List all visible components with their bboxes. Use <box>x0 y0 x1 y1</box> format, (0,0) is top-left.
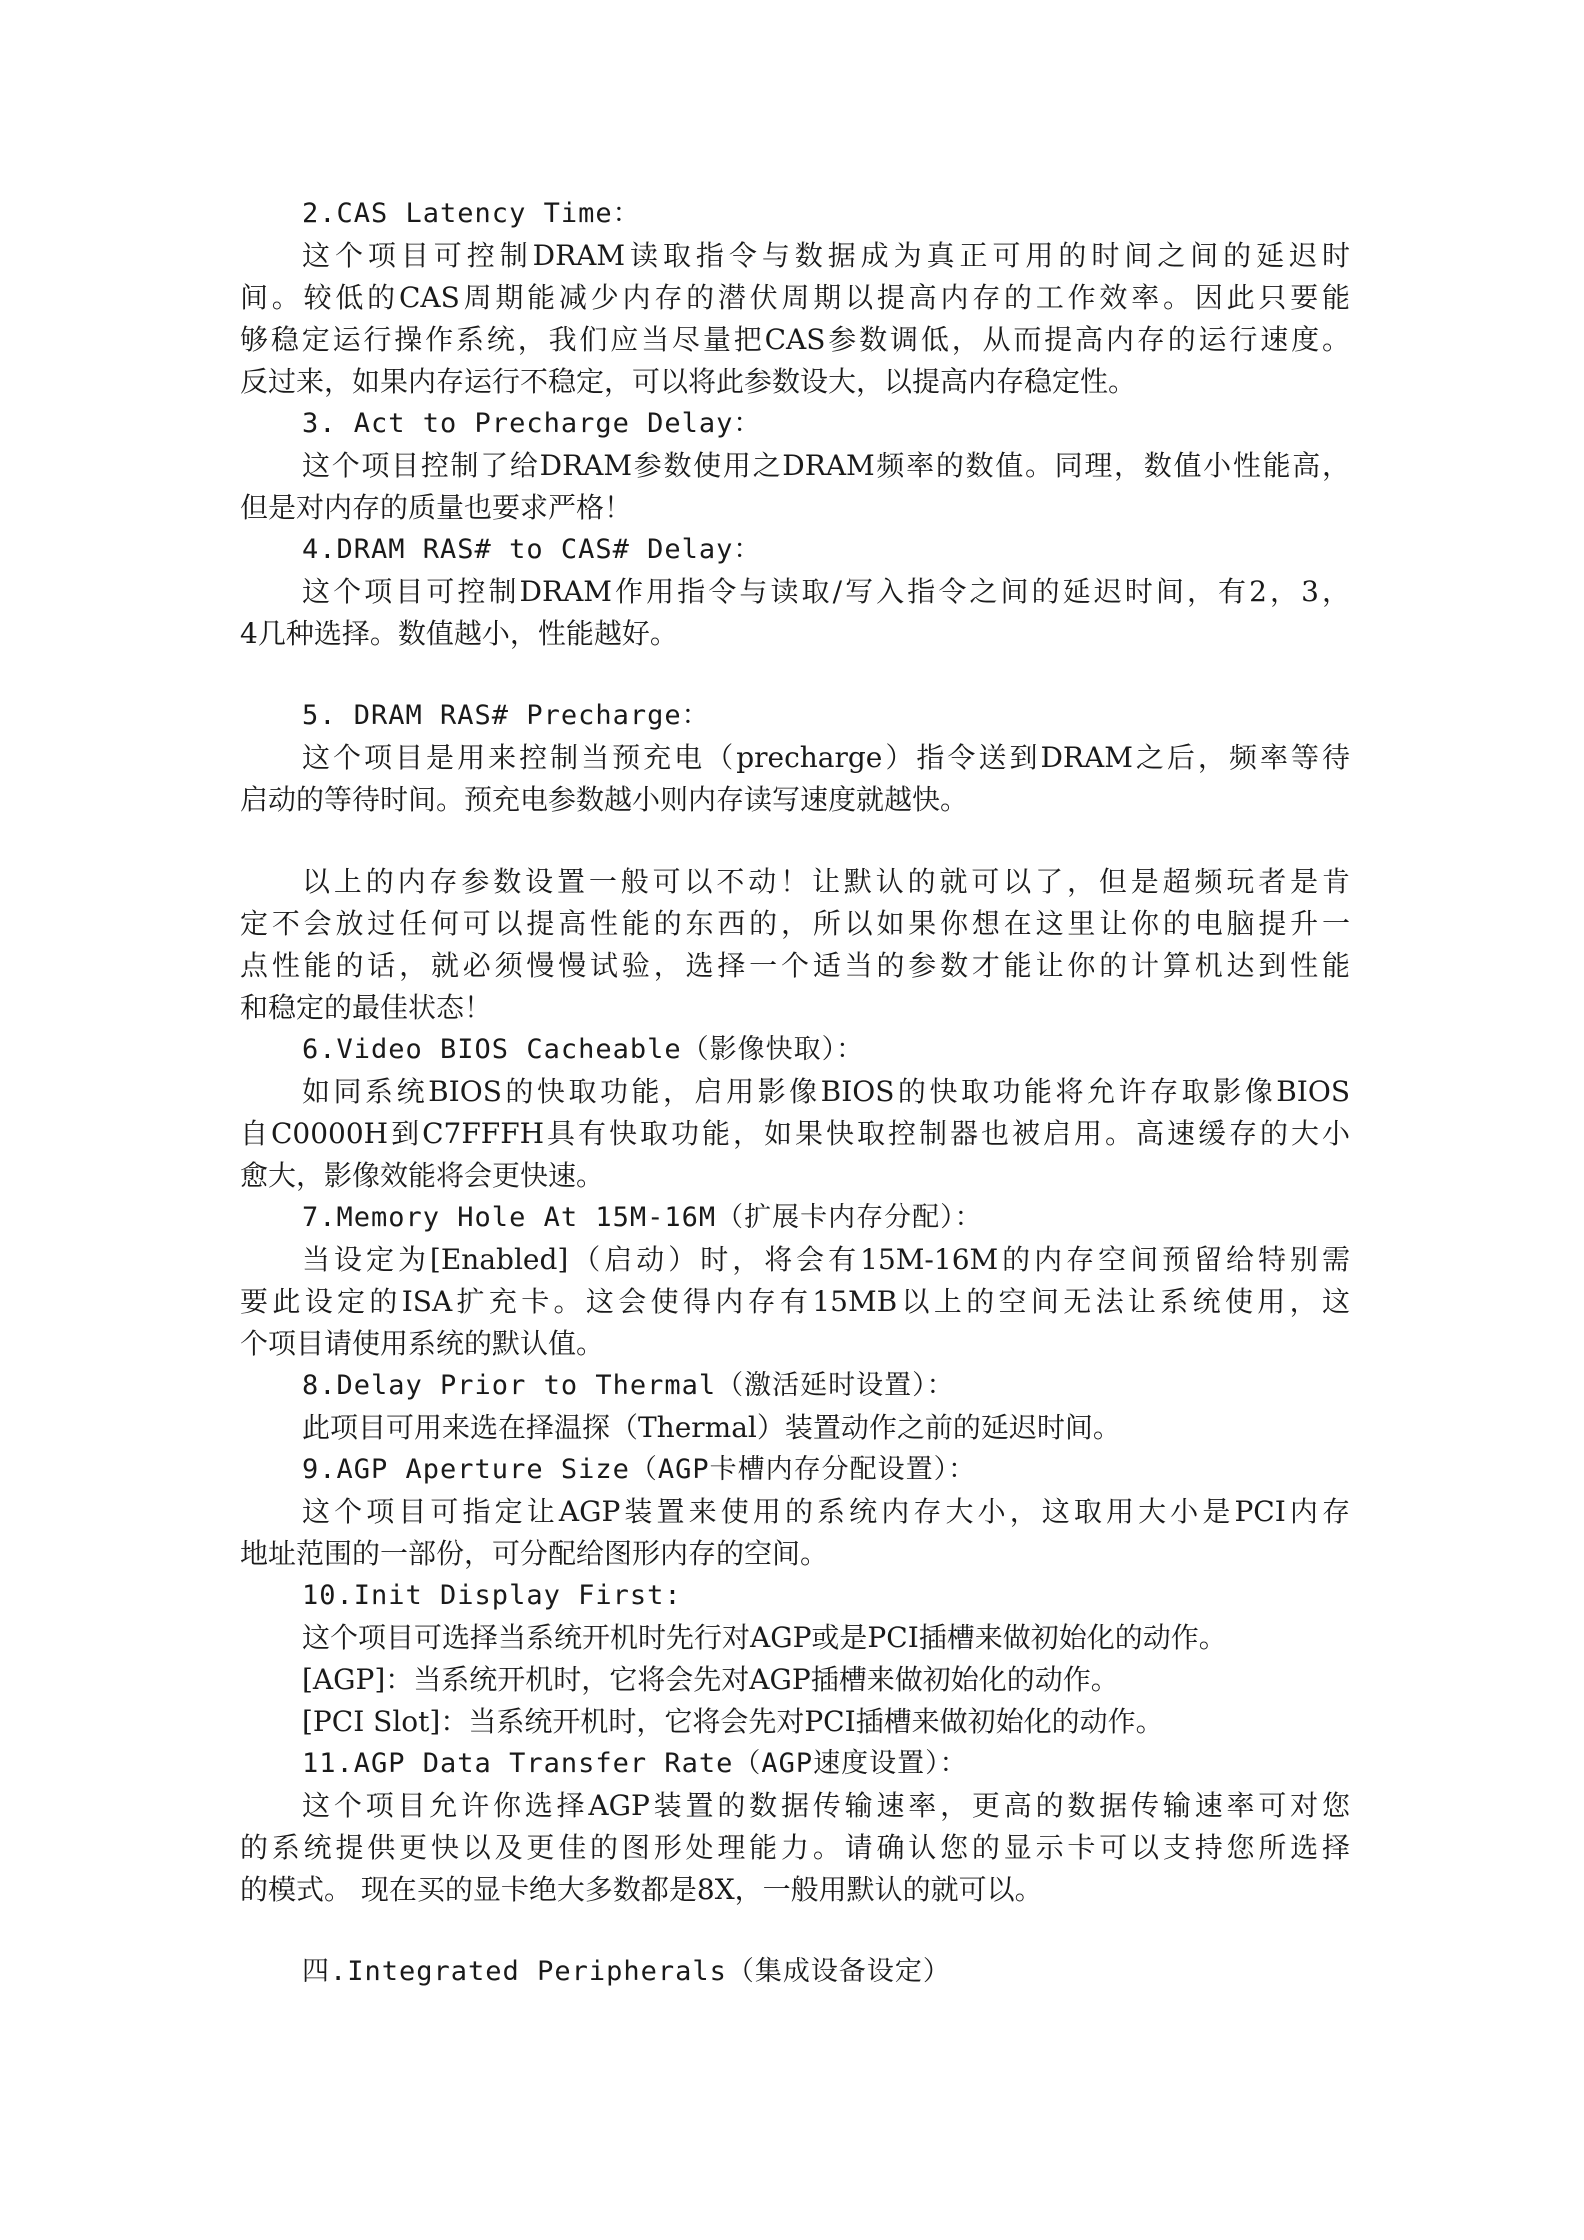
paragraph-line: 间。较低的CAS周期能减少内存的潜伏周期以提高内存的工作效率。因此只要能 <box>240 281 1350 314</box>
paragraph-line: 够稳定运行操作系统，我们应当尽量把CAS参数调低，从而提高内存的运行速度。 <box>240 323 1350 356</box>
option-pci-slot-line: [PCI Slot]：当系统开机时，它将会先对PCI插槽来做初始化的动作。 <box>302 1705 1164 1738</box>
paragraph-line: 自C0000H到C7FFFH具有快取功能，如果快取控制器也被启用。高速缓存的大小 <box>240 1117 1350 1150</box>
heading-act-to-precharge: 3. Act to Precharge Delay： <box>302 408 762 439</box>
heading-memory-hole: 7.Memory Hole At 15M-16M（扩展卡内存分配）： <box>302 1202 983 1233</box>
paragraph-line: 和稳定的最佳状态！ <box>240 991 493 1024</box>
heading-agp-data-transfer-rate: 11.AGP Data Transfer Rate（AGP速度设置）： <box>302 1748 968 1779</box>
paragraph-line: 这个项目控制了给DRAM参数使用之DRAM频率的数值。同理，数值小性能高， <box>302 449 1350 482</box>
paragraph-line: 的系统提供更快以及更佳的图形处理能力。请确认您的显示卡可以支持您所选择 <box>240 1831 1350 1864</box>
heading-init-display-first: 10.Init Display First: <box>302 1580 682 1611</box>
paragraph-line: 要此设定的ISA扩充卡。这会使得内存有15MB以上的空间无法让系统使用，这 <box>240 1285 1350 1318</box>
paragraph-line: 此项目可用来选在择温探（Thermal）装置动作之前的延迟时间。 <box>302 1411 1121 1444</box>
paragraph-line: 这个项目可指定让AGP装置来使用的系统内存大小，这取用大小是PCI内存 <box>302 1495 1350 1528</box>
paragraph-line: 以上的内存参数设置一般可以不动！让默认的就可以了，但是超频玩者是肯 <box>302 865 1350 898</box>
paragraph-line: 这个项目允许你选择AGP装置的数据传输速率，更高的数据传输速率可对您 <box>302 1789 1350 1822</box>
paragraph-line: 4几种选择。数值越小，性能越好。 <box>240 617 678 650</box>
paragraph-line: 这个项目可控制DRAM读取指令与数据成为真正可用的时间之间的延迟时 <box>302 239 1350 272</box>
option-agp-line: [AGP]：当系统开机时，它将会先对AGP插槽来做初始化的动作。 <box>302 1663 1119 1696</box>
heading-video-bios-cacheable: 6.Video BIOS Cacheable（影像快取）： <box>302 1034 865 1065</box>
heading-agp-aperture-size: 9.AGP Aperture Size（AGP卡槽内存分配设置）： <box>302 1454 977 1485</box>
paragraph-line: 愈大，影像效能将会更快速。 <box>240 1159 605 1192</box>
paragraph-line: 这个项目可选择当系统开机时先行对AGP或是PCI插槽来做初始化的动作。 <box>302 1621 1227 1654</box>
paragraph-line: 这个项目是用来控制当预充电（precharge）指令送到DRAM之后，频率等待 <box>302 741 1350 774</box>
paragraph-line: 启动的等待时间。预充电参数越小则内存读写速度就越快。 <box>240 783 969 816</box>
paragraph-line: 但是对内存的质量也要求严格！ <box>240 491 633 524</box>
paragraph-line: 个项目请使用系统的默认值。 <box>240 1327 605 1360</box>
paragraph-line: 地址范围的一部份，可分配给图形内存的空间。 <box>240 1537 829 1570</box>
paragraph-line: 如同系统BIOS的快取功能，启用影像BIOS的快取功能将允许存取影像BIOS <box>302 1075 1350 1108</box>
heading-ras-precharge: 5. DRAM RAS# Precharge： <box>302 700 710 731</box>
paragraph-line: 定不会放过任何可以提高性能的东西的，所以如果你想在这里让你的电脑提升一 <box>240 907 1350 940</box>
heading-ras-to-cas: 4.DRAM RAS# to CAS# Delay： <box>302 534 762 565</box>
paragraph-line: 这个项目可控制DRAM作用指令与读取/写入指令之间的延迟时间，有2，3， <box>302 575 1350 608</box>
heading-delay-prior-to-thermal: 8.Delay Prior to Thermal（激活延时设置）： <box>302 1370 955 1401</box>
paragraph-line: 反过来，如果内存运行不稳定，可以将此参数设大，以提高内存稳定性。 <box>240 365 1137 398</box>
section-heading-integrated-peripherals: 四.Integrated Peripherals（集成设备设定） <box>302 1956 951 1987</box>
paragraph-line: 点性能的话，就必须慢慢试验，选择一个适当的参数才能让你的计算机达到性能 <box>240 949 1350 982</box>
heading-cas-latency: 2.CAS Latency Time： <box>302 198 641 229</box>
paragraph-line: 当设定为[Enabled]（启动）时，将会有15M-16M的内存空间预留给特别需 <box>302 1243 1350 1276</box>
paragraph-line: 的模式。 现在买的显卡绝大多数都是8X，一般用默认的就可以。 <box>240 1873 1043 1906</box>
